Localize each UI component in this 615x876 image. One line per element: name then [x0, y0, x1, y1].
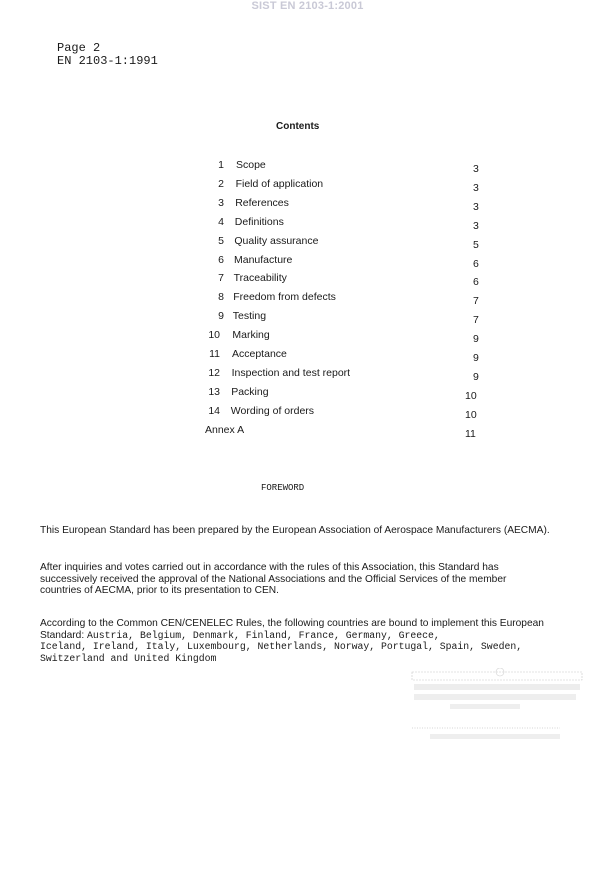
toc-entry-number: 1 [218, 159, 224, 171]
toc-entry-title: Inspection and test report [231, 366, 351, 379]
toc-entry-number: 4 [218, 215, 224, 228]
toc-entry-number: 3 [218, 196, 224, 209]
toc-entry-number: 13 [208, 385, 220, 398]
toc-entry-page: 6 [473, 257, 479, 270]
toc-entry-title: References [235, 196, 289, 209]
toc-entry-title: Annex A [205, 423, 245, 436]
foreword-paragraph-approval: After inquiries and votes carried out in accordance with the rules of this Association, this Standard has successively received the approval of the National Associations and the Official Services of the member countries of AECMA, prior to its presentation to CEN. [40, 562, 507, 596]
page-header [57, 42, 158, 68]
toc-entry-title: Definitions [234, 215, 284, 228]
toc-entry-page: 3 [473, 219, 479, 232]
toc-entry-title: Traceability [233, 272, 287, 285]
document-watermark: SIST EN 2103-1:2001 [251, 0, 364, 12]
stamp-graphic [410, 668, 585, 746]
library-stamp-seal [410, 668, 585, 746]
toc-entry-page: 10 [465, 408, 477, 421]
document-id: EN 2103-1:1991 [57, 54, 158, 68]
toc-entry-page: 7 [473, 314, 479, 327]
toc-entry-number: 7 [218, 272, 224, 285]
toc-entry-title: Acceptance [232, 348, 287, 360]
toc-entry-page: 9 [473, 370, 479, 383]
toc-entry-page: 9 [473, 352, 479, 364]
foreword-heading: FOREWORD [261, 483, 305, 493]
toc-entry-title: Testing [232, 310, 267, 323]
toc-entry-title: Freedom from defects [233, 291, 336, 304]
toc-entry-page: 7 [473, 295, 479, 308]
toc-entry-title: Wording of orders [230, 404, 315, 417]
toc-entry-number: 12 [208, 366, 220, 379]
toc-entry-title: Marking [232, 329, 270, 342]
countries-line-2: Iceland, Ireland, Italy, Luxembourg, Netherlands, Norway, Portugal, Spain, Sweden, [40, 641, 523, 652]
toc-entry-number: 9 [218, 310, 224, 323]
toc-entry-page: 3 [473, 163, 479, 175]
toc-entry-title: Field of application [235, 177, 324, 190]
toc-entry-title: Packing [231, 385, 269, 398]
toc-entry-page: 3 [473, 181, 479, 194]
toc-entry-page: 10 [465, 389, 477, 402]
countries-line-1: Austria, Belgium, Denmark, Finland, France, Germany, Greece, [87, 629, 440, 641]
countries-intro: According to the Common CEN/CENELEC Rules, the following countries are bound to implement this European Standard: [40, 618, 544, 641]
contents-heading: Contents [276, 121, 320, 132]
toc-entry-page: 6 [473, 276, 479, 289]
toc-entry-number: 10 [208, 329, 220, 342]
toc-entry-number: 6 [218, 253, 224, 266]
toc-entry-number: 11 [209, 348, 220, 360]
foreword-paragraph-countries [40, 618, 550, 664]
toc-entry-page: 9 [473, 333, 479, 346]
foreword-paragraph-aecma: This European Standard has been prepared by the European Association of Aerospace Manufacturers (AECMA). [40, 525, 550, 536]
toc-entry-number: 2 [218, 177, 224, 190]
toc-entry-number: 14 [208, 404, 220, 417]
toc-entry-number: 5 [218, 234, 224, 247]
countries-line-3: Switzerland and United Kingdom [40, 652, 217, 664]
toc-entry-page: 11 [465, 427, 476, 440]
toc-entry-title: Scope [236, 159, 266, 171]
toc-entry-number: 8 [218, 291, 224, 304]
toc-entry-title: Manufacture [234, 253, 293, 266]
toc-entry-page: 3 [473, 200, 479, 213]
page-number: Page 2 [57, 41, 101, 55]
toc-entry-title: Quality assurance [234, 234, 319, 247]
toc-entry-page: 5 [473, 238, 479, 251]
